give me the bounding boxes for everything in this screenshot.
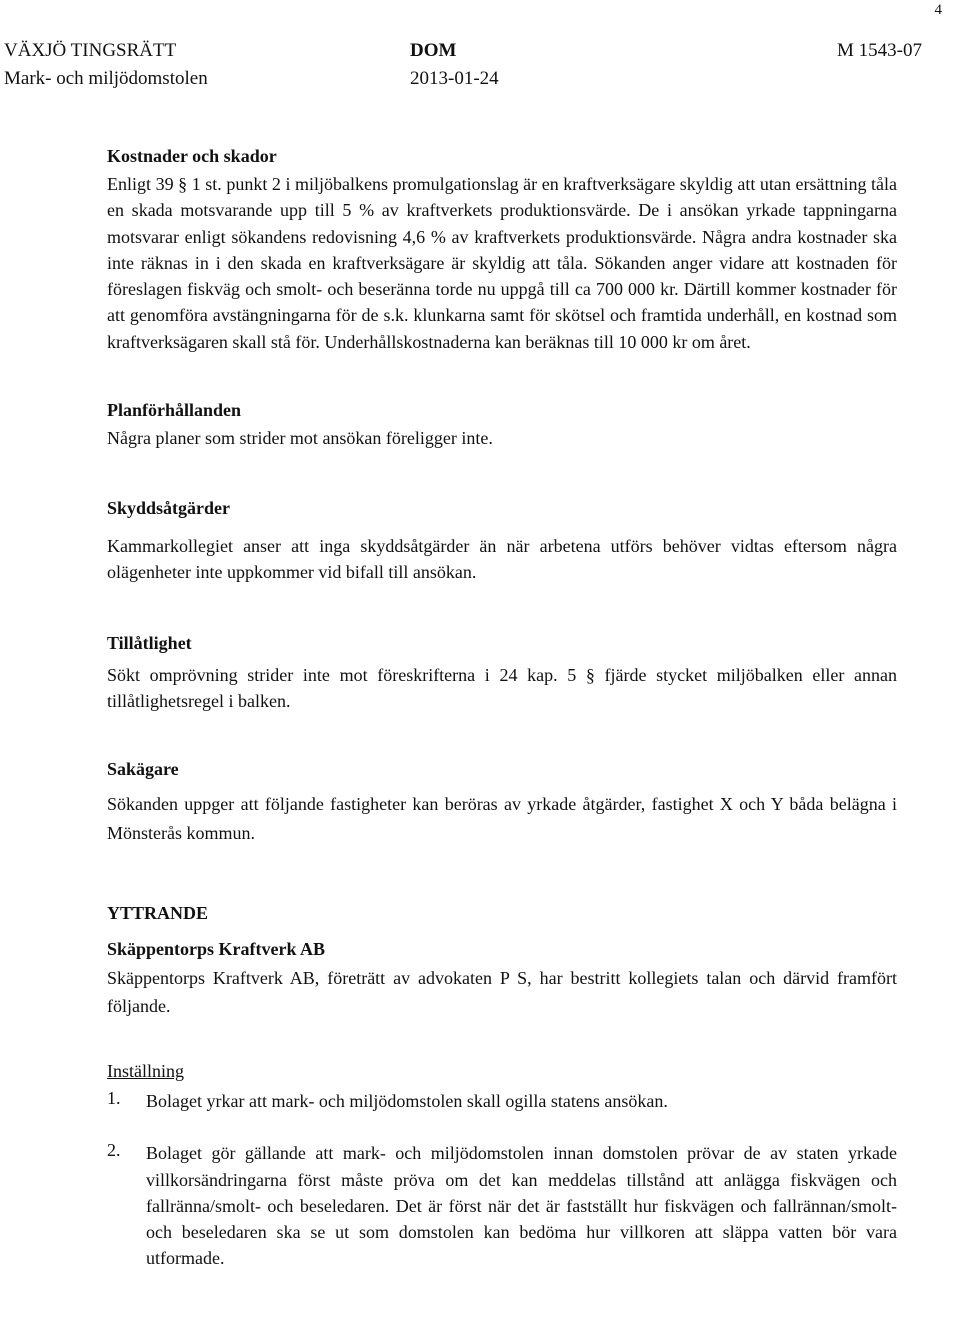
document-body	[107, 143, 897, 1271]
section-heading-tillatlighet: Tillåtlighet	[107, 632, 192, 653]
section-heading-sakagare: Sakägare	[107, 759, 179, 780]
claim-item	[107, 1140, 897, 1271]
section-heading-kostnader: Kostnader och skador	[107, 146, 277, 166]
section-text-planforhallanden: Några planer som strider mot ansökan föreligger inte.	[107, 428, 493, 449]
claim-text: Bolaget gör gällande att mark- och miljödomstolen innan domstolen prövar de av staten yrkade villkorsändringarna först måste pröva om det kan meddelas tillstånd att anlägga fiskvägen och fallränna/smolt- och beseledaren. Det är först när det är fastställt hur fiskvägen och fallrännan/smolt- och beseledaren ska se ut som domstolen kan bedöma hur villkoren att släppa vatten bör vara utformade.	[146, 1143, 897, 1269]
claim-text: Bolaget yrkar att mark- och miljödomstolen skall ogilla statens ansökan.	[146, 1091, 668, 1112]
claim-item	[107, 1088, 897, 1114]
document-type: DOM	[410, 40, 457, 61]
section-text-skyddsatgarder: Kammarkollegiet anser att inga skyddsåtgärder än när arbetena utförs behöver vidtas eftersom några olägenheter inte uppkommer vid bifall till ansökan.	[107, 536, 897, 583]
document-date: 2013-01-24	[410, 68, 499, 89]
court-name: VÄXJÖ TINGSRÄTT	[4, 40, 177, 61]
section-text-kostnader: Enligt 39 § 1 st. punkt 2 i miljöbalkens promulgationslag är en kraftverksägare skyldig att utan ersättning tåla en skada motsvarande upp till 5 % av kraftverkets produktionsvärde. De i ansökan yrkade tappningarna motsvarar enligt sökandens redovisning 4,6 % av kraftverkets produktionsvärde. Några andra kostnader ska inte räknas in i den skada en kraftverksägare är skyldig att tåla. Sökanden anger vidare att kostnaden för föreslagen fiskväg och smolt- och beseränna torde nu uppgå till ca 700 000 kr. Därtill kommer kostnader för att genomföra avstängningarna för de s.k. klunkarna samt för skötsel och framtida underhåll, en kostnad som kraftverksägaren skall stå för. Underhållskostnaderna kan beräknas till 10 000 kr om året.	[107, 174, 897, 352]
section-heading-yttrande: YTTRANDE	[107, 903, 209, 924]
document-header	[0, 40, 960, 100]
party-heading: Skäppentorps Kraftverk AB	[107, 939, 326, 960]
section-heading-installning: Inställning	[107, 1061, 184, 1082]
section-text-sakagare: Sökanden uppger att följande fastigheter kan beröras av yrkade åtgärder, fastighet X och Y båda belägna i Mönsterås kommun.	[107, 794, 897, 844]
section-heading-skyddsatgarder: Skyddsåtgärder	[107, 498, 231, 519]
claim-number: 2.	[107, 1140, 121, 1161]
department-name: Mark- och miljödomstolen	[4, 68, 208, 89]
claims-list	[107, 1088, 897, 1271]
page-number: 4	[934, 2, 942, 18]
section-text-tillatlighet: Sökt omprövning strider inte mot föreskrifterna i 24 kap. 5 § fjärde stycket miljöbalken eller annan tillåtlighetsregel i balken.	[107, 664, 897, 711]
section-heading-planforhallanden: Planförhållanden	[107, 400, 242, 421]
case-number: M 1543-07	[837, 40, 922, 61]
section-text-yttrande: Skäppentorps Kraftverk AB, företrätt av advokaten P S, har bestritt kollegiets talan och därvid framfört följande.	[107, 968, 897, 1017]
claim-number: 1.	[107, 1088, 121, 1109]
